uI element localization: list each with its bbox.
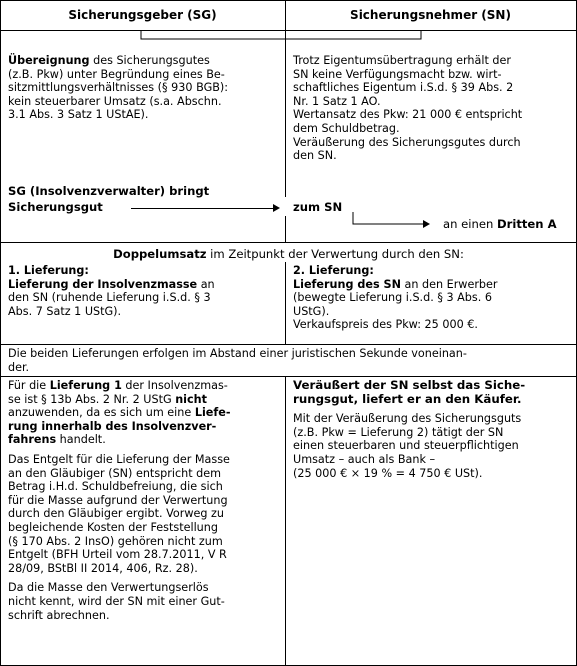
text-line: Das Entgelt für die Lieferung der Masse xyxy=(8,452,230,466)
text-line: den SN (ruhende Lieferung i.S.d. § 3 xyxy=(8,291,211,305)
text-line: dem Schuldbetrag. xyxy=(293,121,400,135)
text-segment: se ist § 13b Abs. 2 Nr. 2 UStG xyxy=(8,392,176,406)
text-line: Nr. 1 Satz 1 AO. xyxy=(293,94,381,108)
divider-doppelumsatz xyxy=(0,242,577,243)
text-line: an xyxy=(197,277,215,291)
text-line: Veräußerung des Sicherungsgutes durch xyxy=(293,135,521,149)
text-line: Umsatz – auch als Bank – xyxy=(293,452,436,466)
text-line: kein steuerbarer Umsatz (s.a. Abschn. xyxy=(8,94,222,108)
header-sicherungsnehmer: Sicherungsnehmer (SN) xyxy=(350,8,511,22)
text-line: Entgelt (BFH Urteil vom 28.7.2011, V R xyxy=(8,548,227,562)
flow-sg-line1: SG (Insolvenzverwalter) bringt xyxy=(8,184,210,198)
cell-lieferung-2 xyxy=(293,264,573,332)
bold-statement-line1: Veräußert der SN selbst das Siche- xyxy=(293,378,526,392)
text-segment: Für die xyxy=(8,379,50,392)
text-segment: der Insolvenzmas- xyxy=(121,379,228,392)
flow-dritten-a: Dritten A xyxy=(497,217,557,231)
cell-lieferung-2-details xyxy=(293,379,573,480)
text-line: (§ 170 Abs. 2 InsO) gehören nicht zum xyxy=(8,534,223,548)
header-sicherungsgeber: Sicherungsgeber (SG) xyxy=(68,8,217,22)
text-line: der. xyxy=(8,360,30,374)
text-line: schrift abrechnen. xyxy=(8,608,110,622)
cell-uebereignung xyxy=(8,54,280,122)
column-divider-flow xyxy=(285,216,286,243)
text-line: Die beiden Lieferungen erfolgen im Abstand einer juristischen Sekunde voneinan- xyxy=(8,347,467,360)
text-line: (bewegte Lieferung i.S.d. § 3 Abs. 6 xyxy=(293,291,492,305)
text-line: einen steuerbaren und steuerpflichtigen xyxy=(293,439,519,453)
cell-lieferung-1-details xyxy=(8,379,283,622)
text-line: sitzmittlungsverhältnisses (§ 930 BGB): xyxy=(8,81,229,95)
flow-an-einen-dritten xyxy=(443,218,557,232)
text-segment: anzuwenden, da es sich um eine xyxy=(8,406,195,420)
text-line: UStG). xyxy=(293,304,330,318)
arrow-to-sn-head xyxy=(273,204,280,212)
lieferung-1-title: 1. Lieferung: xyxy=(8,264,89,277)
text-line: schaftliches Eigentum i.S.d. § 39 Abs. 2 xyxy=(293,81,514,95)
uebereignung-term: Übereignung xyxy=(8,54,90,67)
text-line: (25 000 € × 19 % = 4 750 € USt). xyxy=(293,466,483,480)
column-divider-lieferungen xyxy=(285,262,286,344)
text-segment: handelt. xyxy=(56,433,106,447)
flow-zum-sn: zum SN xyxy=(293,200,343,214)
text-line: Mit der Veräußerung des Sicherungsguts xyxy=(293,412,522,426)
text-line: durch den Gläubiger ergibt. Vorweg zu xyxy=(8,507,225,521)
lieferung-2-term: Lieferung des SN xyxy=(293,277,401,291)
doppelumsatz-heading xyxy=(0,248,577,262)
text-line: Betrag i.H.d. Schuldbefreiung, die sich xyxy=(8,480,223,494)
text-segment: Lieferung 1 xyxy=(49,379,122,392)
text-line: für die Masse aufgrund der Verwertung xyxy=(8,493,228,507)
flow-an-einen: an einen xyxy=(443,217,498,231)
text-segment: Liefe- xyxy=(194,406,231,420)
text-segment: rung innerhalb des Insolvenzver- xyxy=(8,419,217,433)
divider-abstand xyxy=(0,344,577,345)
lieferung-2-title: 2. Lieferung: xyxy=(293,264,374,277)
text-line: (z.B. Pkw) unter Begründung eines Be- xyxy=(8,67,225,81)
text-line: den SN. xyxy=(293,149,337,163)
divider-bottom xyxy=(0,376,577,377)
column-divider-bottom xyxy=(285,376,286,666)
doppelumsatz-rest: im Zeitpunkt der Verwertung durch den SN: xyxy=(206,247,464,261)
flow-sg-line2: Sicherungsgut xyxy=(8,200,103,214)
text-line: Abs. 7 Satz 1 UStG). xyxy=(8,304,122,318)
doppelumsatz-term: Doppelumsatz xyxy=(113,247,207,261)
text-line: an den Erwerber xyxy=(400,277,498,291)
text-line: 28/09, BStBl II 2014, 406, Rz. 28). xyxy=(8,561,198,575)
abstand-note xyxy=(8,347,573,374)
text-line: (z.B. Pkw = Lieferung 2) tätigt der SN xyxy=(293,425,504,439)
text-line: 3.1 Abs. 3 Satz 1 UStAE). xyxy=(8,108,149,122)
text-segment: nicht xyxy=(175,392,207,406)
lieferung-1-term: Lieferung der Insolvenzmasse xyxy=(8,277,198,291)
text-line: begleichende Kosten der Feststellung xyxy=(8,520,218,534)
cell-lieferung-1 xyxy=(8,264,283,318)
text-line: nicht kennt, wird der SN mit einer Gut- xyxy=(8,594,225,608)
cell-eigentumsuebertragung xyxy=(293,54,573,163)
text-line: Wertansatz des Pkw: 21 000 € entspricht xyxy=(293,108,523,122)
text-line: an den Gläubiger (SN) entspricht dem xyxy=(8,466,222,480)
arrow-to-dritten xyxy=(352,212,432,228)
text-line: Verkaufspreis des Pkw: 25 000 €. xyxy=(293,318,478,332)
bold-statement-line2: rungsgut, liefert er an den Käufer. xyxy=(293,391,522,406)
text-line: SN keine Verfügungsmacht bzw. wirt- xyxy=(293,67,502,81)
header-connector xyxy=(0,30,577,42)
arrow-to-sn-line xyxy=(131,208,274,209)
text-line: Trotz Eigentumsübertragung erhält der xyxy=(293,54,511,67)
text-line: Da die Masse den Verwertungserlös xyxy=(8,581,209,595)
text-segment: fahrens xyxy=(8,433,57,447)
text-line: des Sicherungsgutes xyxy=(89,54,210,67)
